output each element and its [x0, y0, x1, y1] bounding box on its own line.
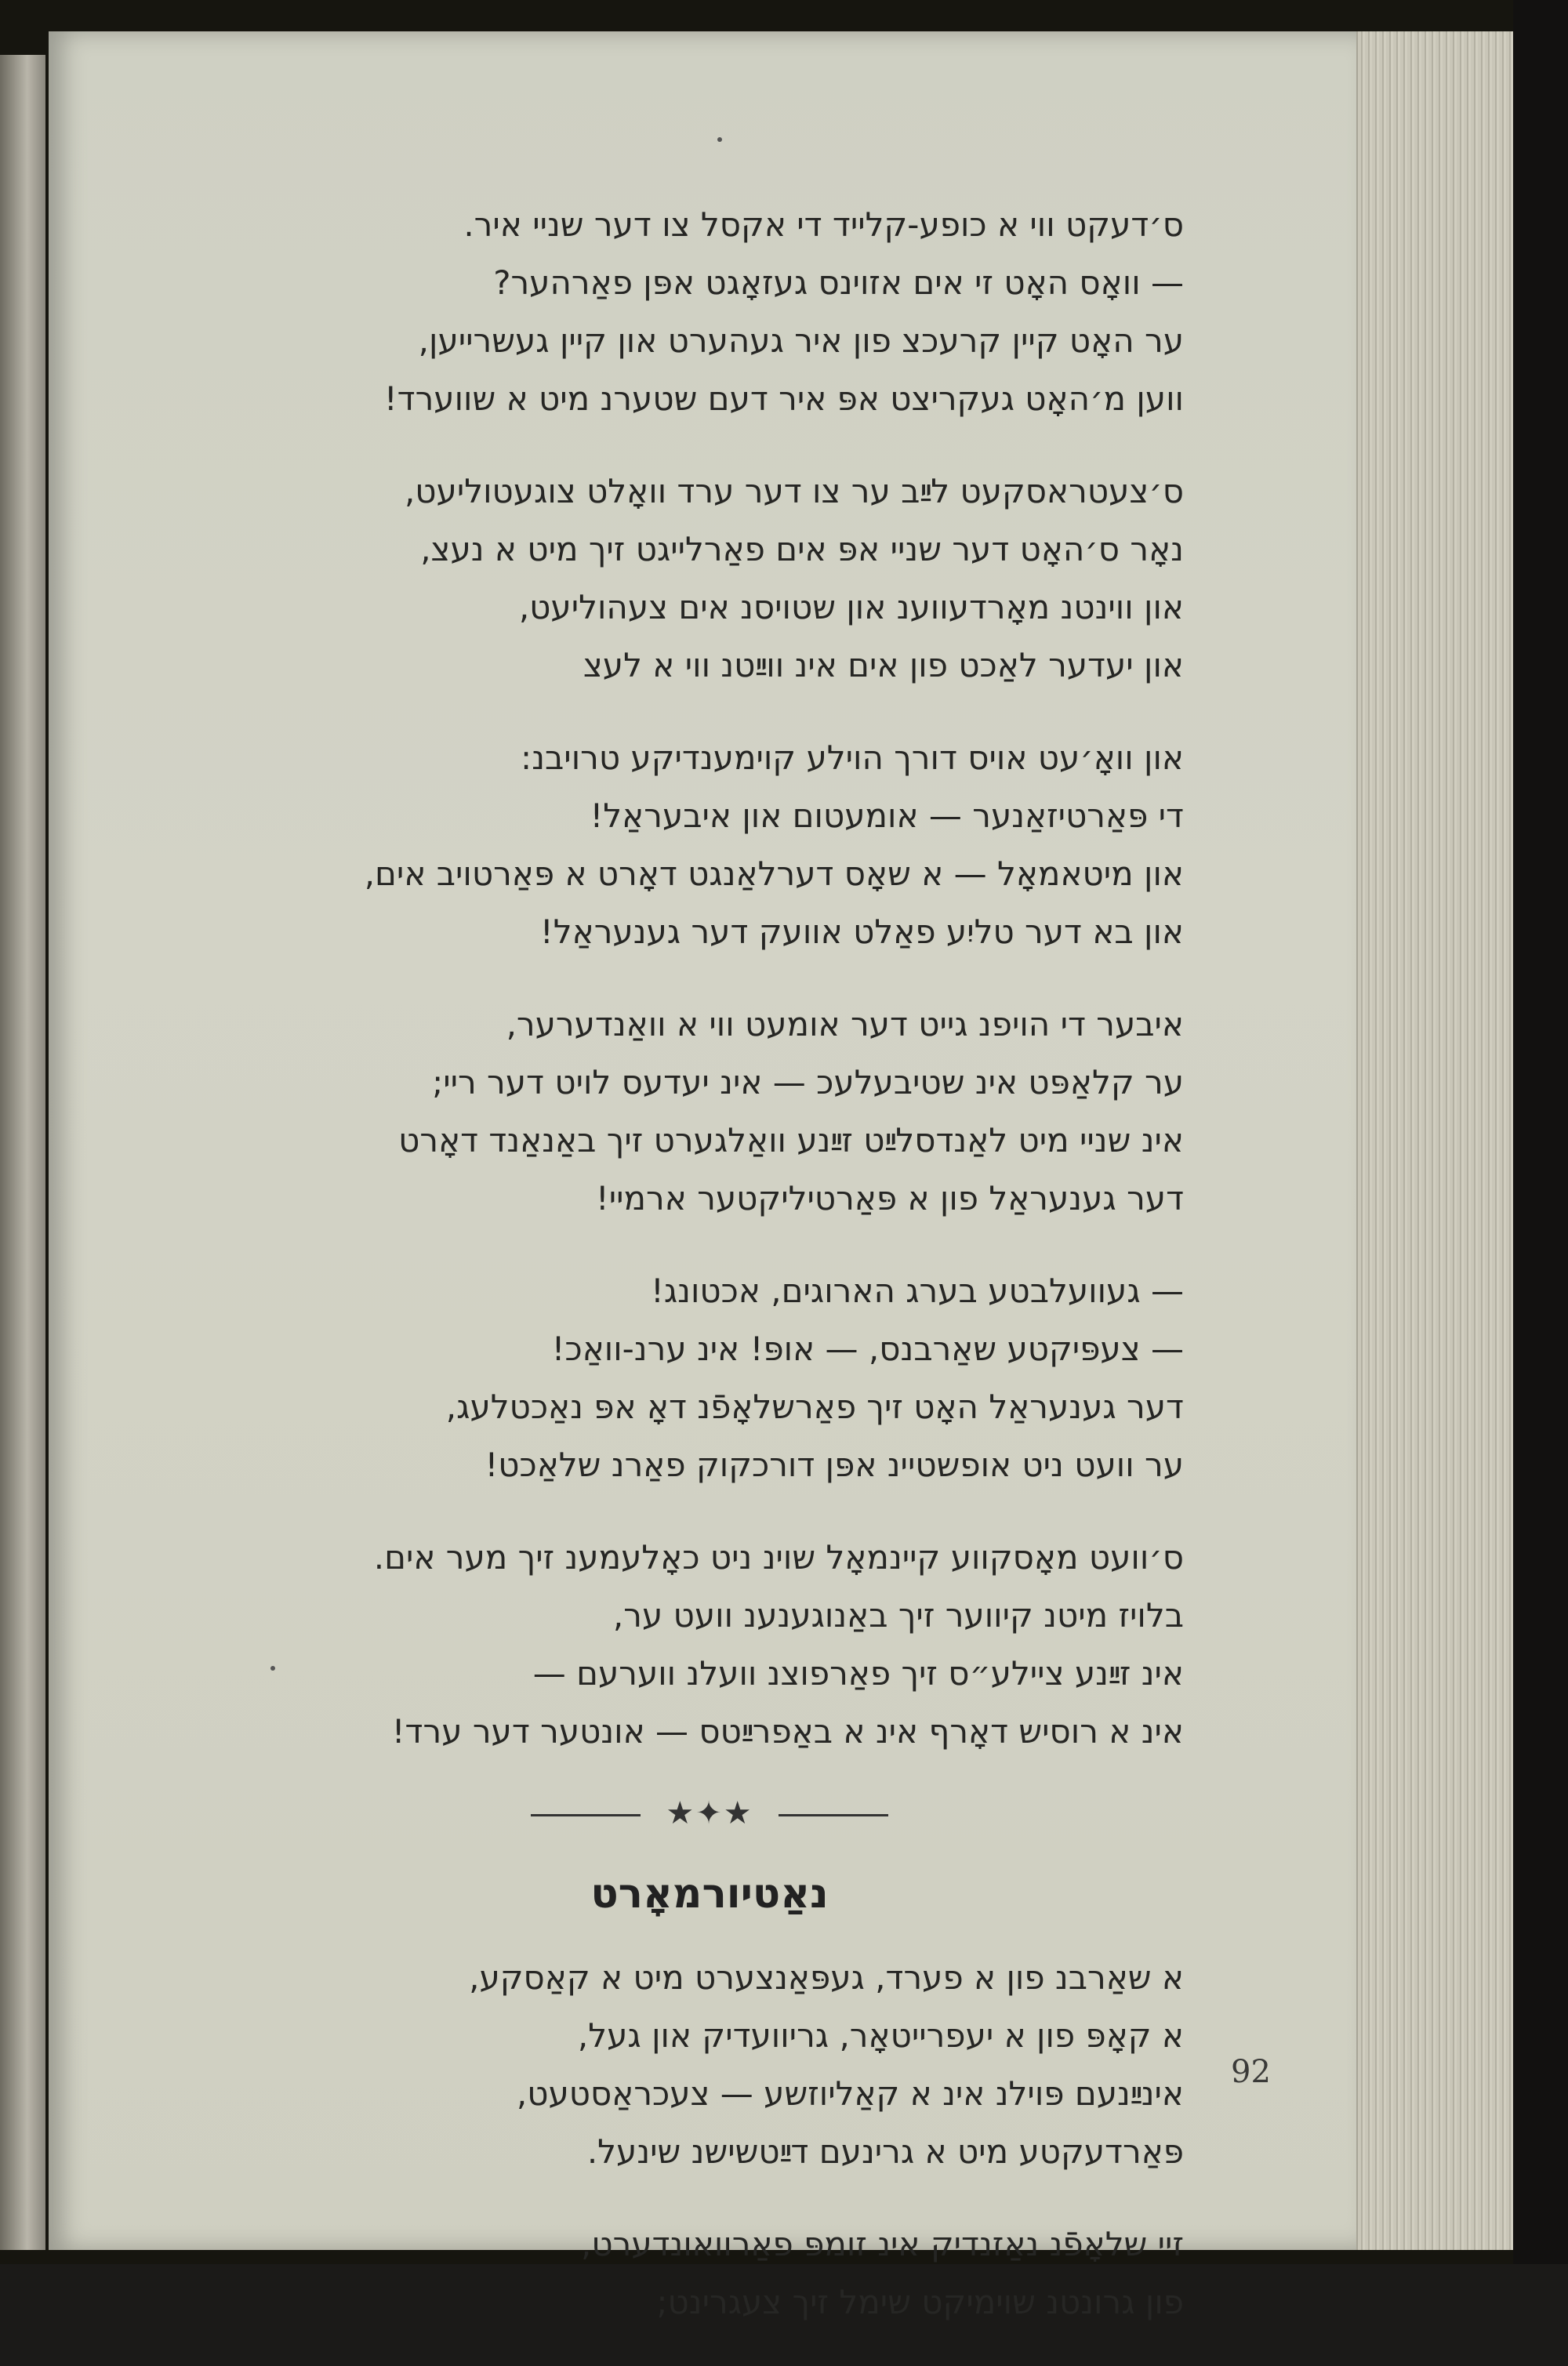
verse-line: א שאַרבנ פון א פערד, געפּאַנצערט מיט א קאַסקע,	[469, 1958, 1184, 1997]
print-speck	[717, 137, 722, 142]
poem-2-title: נאַטיורמאָרט	[590, 1871, 829, 1918]
verse-line: ס׳צעטראסקעט לײַב ער צו דער ערד וואָלט צוגעטוליעט,	[404, 472, 1184, 510]
page-number: 92	[1231, 2054, 1271, 2090]
stanza	[235, 1262, 1184, 1494]
verse-line: ער קלאַפּט אינ שטיבעלעכ — אינ יעדעס לויט דער ריי;	[432, 1063, 1184, 1101]
verse-line: ס׳וועט מאָסקווע קיינמאָל שוינ ניט כאָלעמענ זיך מער אים.	[373, 1538, 1184, 1577]
verse-line: און יעדער לאַכט פון אים אינ ווײַטנ ווי א לעצ	[583, 646, 1184, 684]
verse-line: ער וועט ניט אופשטיינ אפּן דורכקוק פאַרנ שלאַכט!	[485, 1446, 1184, 1484]
page-block-edge	[1356, 31, 1515, 2250]
background-shadow	[1513, 0, 1568, 2264]
verse-line: און מיטאמאָל — א שאָס דערלאַנגט דאָרט א פּאַרטויב אים,	[364, 855, 1184, 893]
verse-line: אינ זײַנע ציילע״ס זיך פאַרפוצנ וועלנ ווערעם —	[532, 1654, 1184, 1693]
verse-line: אינ א רוסיש דאָרף אינ א באַפרײַטס — אונטער דער ערד!	[391, 1712, 1184, 1751]
verse-line: בלויז מיטנ קיווער זיך באַנוגענענ וועט ער,	[612, 1596, 1184, 1635]
verse-line: און בא דער טליִע פאַלט אוועק דער גענעראַל!	[539, 913, 1184, 951]
verse-line: אינײַנעם פּוילנ אינ א קאַליוזשע — צעכראַסטעט,	[516, 2074, 1184, 2113]
verse-line: פּאַרדעקטע מיט א גרינעם דײַטשישנ שינעל.	[586, 2132, 1184, 2171]
stanza	[235, 196, 1184, 428]
verse-line: — וואָס האָט זי אים אזוינס געזאָגט אפּן פאַרהער?	[493, 263, 1184, 302]
stanza	[235, 463, 1184, 695]
separator-stars: ★✦★	[666, 1795, 753, 1831]
stanza	[235, 1949, 1184, 2181]
left-page-edge	[0, 55, 45, 2250]
poem-1	[235, 196, 1184, 1761]
stanza	[235, 1529, 1184, 1761]
verse-line: איבער די הויפנ גייט דער אומעט ווי א וואַנדערער,	[506, 1005, 1184, 1043]
verse-line: און וואָ׳עט אויס דורך הוילע קוימענדיקע טרויבנ:	[521, 738, 1184, 777]
poem-2	[235, 1949, 1184, 2332]
verse-line: פון גרונטנ שוימיקט שימל זיך צעגרינט;	[656, 2283, 1184, 2321]
verse-line: ווען מ׳האָט געקריצט אפּ איר דעם שטערנ מיט א שווערד!	[383, 379, 1184, 418]
verse-line: און ווינטנ מאָרדעווענ און שטויסנ אים צעהוליעט,	[518, 588, 1184, 626]
verse-line: ס׳דעקט ווי א כופע-קלייד די אקסל צו דער שניי איר.	[463, 205, 1184, 244]
verse-line: נאָר ס׳האָט דער שניי אפּ אים פאַרלייגט זיך מיט א נעצ,	[420, 530, 1184, 568]
poem-text-block	[235, 196, 1184, 2366]
stanza	[235, 2215, 1184, 2332]
verse-line: — צעפּיקטע שאַרבנס, — אופּ! אינ ערנ-וואַכ!	[551, 1330, 1184, 1368]
verse-line: א קאָפּ פון א יעפרייטאָר, גריוועדיק און געל,	[577, 2016, 1184, 2055]
separator-rule-left	[531, 1814, 641, 1816]
verse-line: זיי שלאָפֿנ נאַזנדיק אינ זומפּ פאַרוואונדערט,	[581, 2225, 1184, 2263]
verse-line: ער האָט קיין קרעכצ פון איר געהערט און קיין געשרייען,	[418, 321, 1184, 360]
verse-line: די פּאַרטיזאַנער — אומעטום און איבעראַל!	[590, 797, 1184, 835]
verse-line: — געוועלבטע בערג הארוגים, אכטונג!	[651, 1272, 1184, 1310]
stanza	[235, 729, 1184, 961]
separator-rule-right	[779, 1814, 888, 1816]
verse-line: דער גענעראַל פון א פּאַרטיליקטער ארמיי!	[595, 1179, 1184, 1217]
verse-line: אינ שניי מיט לאַנדסלײַט זײַנע וואַלגערט זיך באַנאַנד דאָרט	[398, 1121, 1184, 1159]
section-separator	[235, 1795, 1184, 1831]
stanza	[235, 996, 1184, 1228]
verse-line: דער גענעראַל האָט זיך פאַרשלאָפֿנ דאָ אפּ נאַכטלעג,	[445, 1388, 1184, 1426]
